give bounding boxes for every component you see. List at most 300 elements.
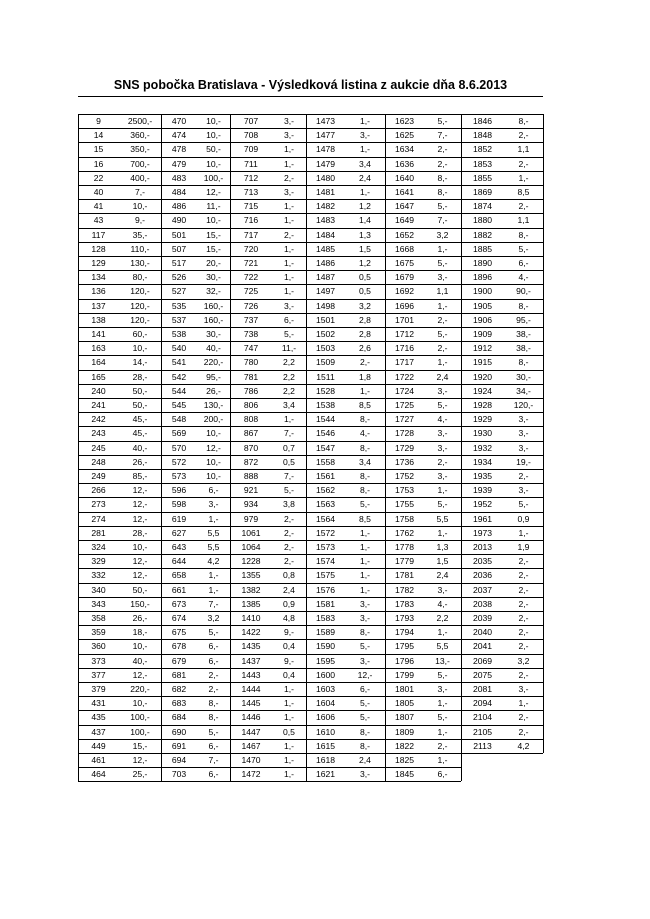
lot-number: 709 bbox=[243, 144, 259, 155]
lot-price: 3,4 bbox=[359, 158, 371, 169]
lot-number: 2040 bbox=[472, 627, 493, 638]
lot-number: 1896 bbox=[472, 272, 493, 283]
lot-price: 2,- bbox=[518, 712, 529, 723]
lot-price: 40,- bbox=[206, 343, 221, 354]
lot-price: 8,- bbox=[359, 471, 371, 481]
lot-number: 22 bbox=[93, 172, 104, 183]
lot-number: 1825 bbox=[394, 755, 415, 765]
lot-number: 1498 bbox=[315, 300, 336, 311]
lot-price: 2,4 bbox=[436, 371, 449, 382]
lot-price: 3,- bbox=[359, 598, 371, 609]
lot-price: 120,- bbox=[513, 400, 534, 410]
lot-price: 2,- bbox=[437, 456, 448, 467]
lot-number: 1716 bbox=[394, 343, 415, 354]
lot-number: 738 bbox=[243, 329, 259, 339]
lot-number: 490 bbox=[171, 215, 187, 226]
lot-number: 1064 bbox=[241, 542, 261, 552]
lot-number: 1487 bbox=[315, 272, 336, 283]
lot-number: 644 bbox=[171, 556, 187, 567]
lot-price: 26,- bbox=[132, 613, 148, 623]
lot-number: 1564 bbox=[315, 513, 336, 524]
lot-number: 1641 bbox=[394, 187, 415, 197]
lot-number: 1485 bbox=[315, 243, 336, 254]
lot-price: 2,- bbox=[518, 130, 529, 141]
lot-number: 41 bbox=[93, 201, 104, 212]
lot-price: 10,- bbox=[132, 641, 148, 652]
lot-price: 1,- bbox=[283, 158, 295, 169]
lot-number: 2039 bbox=[472, 613, 493, 623]
lot-price: 120,- bbox=[130, 286, 150, 297]
lot-number: 1478 bbox=[315, 144, 336, 155]
lot-price: 0,4 bbox=[283, 641, 295, 652]
lot-number: 1722 bbox=[394, 371, 415, 382]
lot-number: 715 bbox=[243, 201, 259, 212]
lot-price: 2,- bbox=[283, 229, 295, 240]
lot-number: 2094 bbox=[472, 698, 493, 709]
lot-price: 1,- bbox=[208, 513, 219, 524]
lot-price: 10,- bbox=[132, 201, 148, 212]
lot-number: 573 bbox=[171, 471, 187, 481]
lot-number: 474 bbox=[171, 130, 187, 141]
lot-price: 12,- bbox=[206, 442, 221, 453]
lot-number: 1467 bbox=[241, 740, 261, 751]
lot-price: 0,8 bbox=[283, 570, 295, 581]
lot-number: 128 bbox=[91, 243, 106, 254]
lot-number: 1528 bbox=[315, 385, 336, 396]
lot-price: 50,- bbox=[206, 144, 221, 155]
lot-price: 1,- bbox=[437, 243, 448, 254]
lot-price: 12,- bbox=[357, 669, 373, 680]
lot-number: 1572 bbox=[315, 527, 336, 538]
lot-number: 329 bbox=[91, 556, 106, 567]
lot-number: 694 bbox=[171, 755, 187, 765]
lot-price: 2,- bbox=[518, 627, 529, 638]
lot-number: 1675 bbox=[394, 258, 415, 268]
lot-number: 1576 bbox=[315, 584, 336, 595]
lot-number: 1445 bbox=[241, 698, 261, 709]
lot-number: 870 bbox=[243, 442, 259, 453]
lot-number: 1890 bbox=[472, 258, 493, 268]
lot-number: 722 bbox=[243, 272, 259, 283]
lot-number: 1973 bbox=[472, 527, 493, 538]
lot-price: 200,- bbox=[203, 414, 224, 425]
lot-number: 1724 bbox=[394, 385, 415, 396]
lot-number: 1781 bbox=[394, 570, 415, 581]
lot-price: 2,- bbox=[518, 570, 529, 581]
lot-number: 726 bbox=[243, 300, 259, 311]
lot-price: 1,8 bbox=[359, 371, 371, 382]
lot-number: 243 bbox=[91, 428, 106, 439]
lot-number: 134 bbox=[91, 272, 106, 283]
lot-number: 1610 bbox=[315, 726, 336, 737]
lot-price: 4,- bbox=[518, 272, 529, 283]
lot-number: 1853 bbox=[472, 158, 493, 169]
lot-number: 1600 bbox=[315, 669, 336, 680]
lot-price: 2,4 bbox=[283, 584, 295, 595]
lot-price: 3,- bbox=[283, 187, 295, 197]
lot-number: 1484 bbox=[315, 229, 336, 240]
lot-price: 1,- bbox=[437, 300, 448, 311]
lot-number: 1725 bbox=[394, 400, 415, 410]
lot-price: 40,- bbox=[132, 655, 148, 666]
lot-price: 7,- bbox=[208, 755, 219, 765]
lot-number: 544 bbox=[171, 385, 187, 396]
lot-number: 1961 bbox=[472, 513, 493, 524]
lot-price: 10,- bbox=[206, 456, 221, 467]
lot-number: 1382 bbox=[241, 584, 261, 595]
lot-number: 1782 bbox=[394, 584, 415, 595]
lot-price: 2,4 bbox=[436, 570, 449, 581]
lot-price: 8,- bbox=[359, 627, 371, 638]
lot-price: 1,- bbox=[283, 215, 295, 226]
lot-price: 7,- bbox=[283, 428, 295, 439]
lot-price: 3,- bbox=[518, 684, 529, 694]
row-border bbox=[78, 781, 161, 782]
lot-number: 2035 bbox=[472, 556, 493, 567]
lot-number: 1563 bbox=[315, 499, 336, 510]
lot-price: 4,- bbox=[437, 414, 448, 425]
lot-price: 35,- bbox=[132, 229, 148, 240]
lot-price: 5,- bbox=[518, 499, 529, 510]
lot-price: 1,- bbox=[283, 272, 295, 283]
lot-price: 2,- bbox=[518, 556, 529, 567]
lot-number: 1581 bbox=[315, 598, 336, 609]
lot-price: 0,5 bbox=[359, 272, 371, 283]
lot-number: 1929 bbox=[472, 414, 493, 425]
lot-price: 10,- bbox=[206, 428, 221, 439]
lot-number: 725 bbox=[243, 286, 259, 297]
lot-number: 1481 bbox=[315, 187, 336, 197]
lot-price: 32,- bbox=[206, 286, 221, 297]
lot-number: 435 bbox=[91, 712, 106, 723]
lot-price: 3,- bbox=[518, 485, 529, 496]
lot-price: 95,- bbox=[516, 314, 531, 325]
lot-number: 1595 bbox=[315, 655, 336, 666]
lot-price: 1,- bbox=[437, 485, 448, 496]
lot-number: 359 bbox=[91, 627, 106, 638]
lot-price: 3,- bbox=[359, 130, 371, 141]
lot-price: 11,- bbox=[281, 343, 297, 354]
lot-price: 2,2 bbox=[283, 371, 295, 382]
lot-price: 400,- bbox=[130, 172, 150, 183]
lot-price: 6,- bbox=[208, 655, 219, 666]
row-border bbox=[461, 753, 543, 754]
lot-price: 38,- bbox=[516, 343, 531, 354]
lot-price: 130,- bbox=[130, 258, 150, 268]
lot-number: 1472 bbox=[241, 769, 261, 780]
lot-price: 80,- bbox=[132, 272, 148, 283]
lot-price: 3,2 bbox=[359, 300, 371, 311]
lot-price: 1,- bbox=[283, 201, 295, 212]
lot-price: 8,- bbox=[359, 414, 371, 425]
lot-price: 2,- bbox=[283, 513, 295, 524]
lot-price: 130,- bbox=[203, 400, 224, 410]
lot-number: 867 bbox=[243, 428, 259, 439]
lot-number: 340 bbox=[91, 584, 106, 595]
lot-number: 682 bbox=[171, 684, 187, 694]
lot-price: 40,- bbox=[132, 442, 148, 453]
lot-price: 2,- bbox=[437, 144, 448, 155]
lot-price: 1,- bbox=[283, 144, 295, 155]
lot-price: 1,- bbox=[283, 698, 295, 709]
lot-number: 2104 bbox=[472, 712, 493, 723]
lot-price: 15,- bbox=[206, 243, 221, 254]
lot-number: 1692 bbox=[394, 286, 415, 297]
lot-price: 7,- bbox=[208, 598, 219, 609]
lot-price: 6,- bbox=[208, 769, 219, 780]
row-border bbox=[385, 781, 461, 782]
lot-number: 1848 bbox=[472, 130, 493, 141]
lot-number: 1762 bbox=[394, 527, 415, 538]
lot-price: 3,- bbox=[359, 613, 371, 623]
lot-price: 3,2 bbox=[517, 655, 530, 666]
lot-price: 4,2 bbox=[517, 740, 530, 751]
lot-number: 679 bbox=[171, 655, 187, 666]
lot-price: 2,- bbox=[518, 598, 529, 609]
lot-price: 150,- bbox=[130, 598, 150, 609]
lot-price: 30,- bbox=[206, 272, 221, 283]
lot-price: 3,- bbox=[208, 499, 219, 510]
lot-number: 540 bbox=[171, 343, 187, 354]
lot-price: 350,- bbox=[130, 144, 150, 155]
lot-price: 120,- bbox=[130, 314, 150, 325]
lot-price: 1,5 bbox=[359, 243, 371, 254]
lot-price: 2,- bbox=[518, 726, 529, 737]
lot-number: 1355 bbox=[241, 570, 261, 581]
lot-price: 3,- bbox=[359, 655, 371, 666]
lot-price: 1,- bbox=[283, 258, 295, 268]
lot-price: 1,1 bbox=[517, 215, 530, 226]
lot-price: 1,- bbox=[359, 556, 371, 567]
lot-number: 684 bbox=[171, 712, 187, 723]
lot-number: 979 bbox=[243, 513, 259, 524]
lot-price: 160,- bbox=[203, 300, 224, 311]
lot-price: 100,- bbox=[203, 172, 224, 183]
lot-number: 1729 bbox=[394, 442, 415, 453]
lot-price: 2,8 bbox=[359, 329, 371, 339]
lot-number: 541 bbox=[171, 357, 187, 368]
lot-number: 658 bbox=[171, 570, 187, 581]
lot-price: 3,- bbox=[518, 414, 529, 425]
lot-number: 242 bbox=[91, 414, 106, 425]
lot-number: 461 bbox=[91, 755, 106, 765]
lot-number: 324 bbox=[91, 542, 106, 552]
lot-price: 3,- bbox=[283, 130, 295, 141]
lot-price: 4,- bbox=[359, 428, 371, 439]
lot-number: 1728 bbox=[394, 428, 415, 439]
lot-number: 872 bbox=[243, 456, 259, 467]
lot-price: 2,- bbox=[437, 343, 448, 354]
lot-price: 3,4 bbox=[359, 456, 371, 467]
lot-price: 9,- bbox=[283, 655, 295, 666]
lot-price: 1,- bbox=[359, 144, 371, 155]
lot-price: 5,- bbox=[437, 258, 448, 268]
lot-price: 3,- bbox=[437, 428, 448, 439]
lot-price: 220,- bbox=[130, 684, 150, 694]
lot-number: 1546 bbox=[315, 428, 336, 439]
lot-number: 1435 bbox=[241, 641, 261, 652]
lot-price: 1,1 bbox=[436, 286, 449, 297]
lot-price: 1,- bbox=[437, 755, 448, 765]
lot-price: 7,- bbox=[437, 130, 448, 141]
lot-price: 10,- bbox=[206, 471, 221, 481]
lot-number: 1573 bbox=[315, 542, 336, 552]
lot-price: 0,9 bbox=[517, 513, 530, 524]
lot-price: 8,- bbox=[359, 485, 371, 496]
lot-price: 7,- bbox=[134, 187, 146, 197]
lot-price: 3,- bbox=[437, 272, 448, 283]
lot-price: 5,- bbox=[283, 329, 295, 339]
lot-price: 5,- bbox=[437, 201, 448, 212]
lot-price: 1,2 bbox=[359, 258, 371, 268]
lot-price: 2,- bbox=[518, 201, 529, 212]
lot-price: 2,- bbox=[359, 357, 371, 368]
lot-number: 1228 bbox=[241, 556, 261, 567]
lot-number: 1443 bbox=[241, 669, 261, 680]
lot-number: 2041 bbox=[472, 641, 493, 652]
lot-price: 2,- bbox=[518, 613, 529, 623]
lot-number: 535 bbox=[171, 300, 187, 311]
lot-number: 1717 bbox=[394, 357, 415, 368]
lot-price: 5,- bbox=[283, 485, 295, 496]
lot-number: 1753 bbox=[394, 485, 415, 496]
lot-number: 343 bbox=[91, 598, 106, 609]
lot-price: 3,- bbox=[437, 584, 448, 595]
lot-price: 5,- bbox=[437, 712, 448, 723]
lot-number: 888 bbox=[243, 471, 259, 481]
lot-number: 786 bbox=[243, 385, 259, 396]
lot-price: 2,- bbox=[283, 172, 295, 183]
lot-number: 479 bbox=[171, 158, 187, 169]
lot-price: 3,- bbox=[518, 428, 529, 439]
lot-price: 1,- bbox=[208, 584, 219, 595]
lot-number: 464 bbox=[91, 769, 106, 780]
lot-price: 2,2 bbox=[283, 385, 295, 396]
lot-number: 1906 bbox=[472, 314, 493, 325]
lot-number: 249 bbox=[91, 471, 106, 481]
lot-number: 245 bbox=[91, 442, 106, 453]
lot-number: 137 bbox=[91, 300, 106, 311]
lot-price: 10,- bbox=[206, 158, 221, 169]
lot-price: 3,8 bbox=[283, 499, 295, 510]
lot-number: 1869 bbox=[472, 187, 493, 197]
lot-number: 2105 bbox=[472, 726, 493, 737]
lot-number: 545 bbox=[171, 400, 187, 410]
lot-price: 85,- bbox=[132, 471, 148, 481]
column-border bbox=[543, 114, 544, 753]
lot-number: 2037 bbox=[472, 584, 493, 595]
lot-price: 7,- bbox=[437, 215, 448, 226]
lot-number: 627 bbox=[171, 527, 187, 538]
lot-number: 1447 bbox=[241, 726, 261, 737]
lot-price: 1,- bbox=[359, 570, 371, 581]
lot-price: 45,- bbox=[132, 414, 148, 425]
lot-price: 20,- bbox=[206, 258, 221, 268]
lot-price: 3,2 bbox=[207, 613, 220, 623]
lot-price: 0,5 bbox=[283, 456, 295, 467]
lot-price: 2,6 bbox=[359, 343, 371, 354]
lot-price: 6,- bbox=[208, 485, 219, 496]
lot-price: 90,- bbox=[516, 286, 531, 297]
lot-price: 1,- bbox=[518, 698, 529, 709]
lot-price: 1,- bbox=[518, 172, 529, 183]
lot-price: 0,5 bbox=[359, 286, 371, 297]
lot-price: 8,- bbox=[518, 357, 529, 368]
lot-number: 934 bbox=[243, 499, 259, 510]
lot-number: 716 bbox=[243, 215, 259, 226]
lot-number: 708 bbox=[243, 130, 259, 141]
lot-number: 1909 bbox=[472, 329, 493, 339]
title-underline bbox=[78, 96, 543, 97]
lot-number: 43 bbox=[93, 215, 104, 226]
lot-price: 12,- bbox=[132, 755, 148, 765]
lot-number: 1649 bbox=[394, 215, 415, 226]
lot-number: 2038 bbox=[472, 598, 493, 609]
lot-number: 274 bbox=[91, 513, 106, 524]
lot-price: 1,3 bbox=[436, 542, 449, 552]
lot-price: 0,4 bbox=[283, 669, 295, 680]
lot-price: 2500,- bbox=[127, 116, 153, 126]
lot-number: 14 bbox=[93, 130, 104, 141]
lot-number: 241 bbox=[91, 400, 106, 410]
lot-price: 8,5 bbox=[359, 400, 371, 410]
lot-price: 8,5 bbox=[359, 513, 371, 524]
lot-number: 1793 bbox=[394, 613, 415, 623]
lot-number: 1618 bbox=[315, 755, 336, 765]
lot-number: 747 bbox=[243, 343, 259, 354]
lot-price: 2,- bbox=[283, 556, 295, 567]
lot-number: 1934 bbox=[472, 456, 493, 467]
row-border bbox=[306, 781, 385, 782]
lot-price: 100,- bbox=[130, 712, 150, 723]
lot-number: 1479 bbox=[315, 158, 336, 169]
lot-number: 678 bbox=[171, 641, 187, 652]
lot-number: 1502 bbox=[315, 329, 336, 339]
lot-number: 1590 bbox=[315, 641, 336, 652]
lot-number: 780 bbox=[243, 357, 259, 368]
lot-number: 1755 bbox=[394, 499, 415, 510]
lot-price: 8,- bbox=[437, 172, 448, 183]
lot-price: 9,- bbox=[283, 627, 295, 638]
lot-price: 2,4 bbox=[359, 172, 371, 183]
lot-price: 5,5 bbox=[436, 513, 449, 524]
lot-price: 5,5 bbox=[207, 542, 220, 552]
lot-number: 1483 bbox=[315, 215, 336, 226]
lot-price: 700,- bbox=[130, 158, 150, 169]
lot-number: 1924 bbox=[472, 385, 493, 396]
lot-number: 1575 bbox=[315, 570, 336, 581]
lot-number: 1621 bbox=[315, 769, 336, 780]
lot-price: 10,- bbox=[206, 116, 221, 126]
lot-price: 12,- bbox=[132, 669, 148, 680]
lot-number: 281 bbox=[91, 527, 106, 538]
lot-price: 18,- bbox=[132, 627, 148, 638]
lot-price: 8,- bbox=[518, 229, 529, 240]
lot-price: 1,- bbox=[283, 740, 295, 751]
lot-price: 5,5 bbox=[207, 527, 220, 538]
lot-price: 1,- bbox=[437, 627, 448, 638]
lot-price: 3,- bbox=[437, 385, 448, 396]
lot-number: 1736 bbox=[394, 456, 415, 467]
lot-number: 1935 bbox=[472, 471, 493, 481]
lot-number: 117 bbox=[91, 229, 106, 240]
lot-number: 1727 bbox=[394, 414, 415, 425]
lot-number: 1885 bbox=[472, 243, 493, 254]
lot-price: 1,4 bbox=[359, 215, 371, 226]
lot-number: 470 bbox=[171, 116, 187, 126]
lot-price: 0,9 bbox=[283, 598, 295, 609]
lot-number: 707 bbox=[243, 116, 259, 126]
